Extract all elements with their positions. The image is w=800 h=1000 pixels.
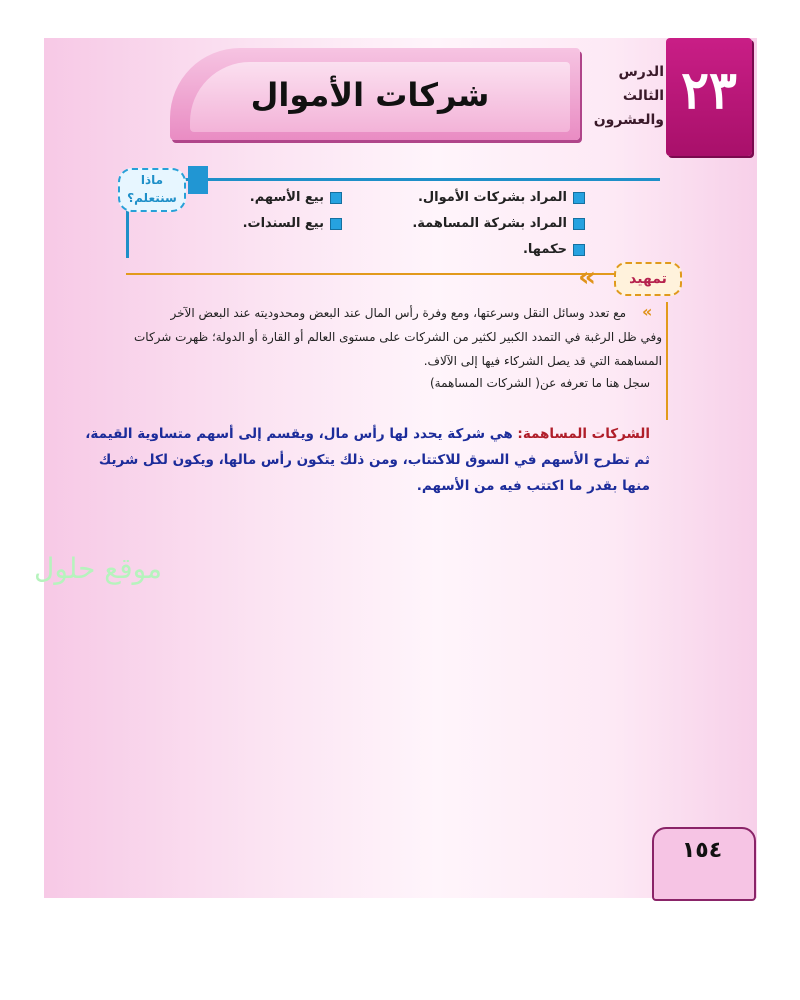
intro-side-border: [666, 302, 668, 420]
lesson-number: ٢٣: [681, 60, 737, 121]
bullet-square-icon: [573, 244, 585, 256]
objective-item: المراد بشركات الأموال.: [418, 190, 585, 205]
watermark: موقع حلول: [34, 552, 163, 585]
small-chevron-icon: «: [642, 302, 653, 321]
definition-line1: الشركات المساهمة: هي شركة يحدد لها رأس مال، ويقسم إلى أسهم متساوية القيمة،: [85, 426, 650, 442]
definition-term: الشركات المساهمة:: [517, 426, 650, 442]
objectives-flag-icon: [188, 166, 208, 194]
lesson-title: شركات الأموال: [250, 76, 490, 114]
double-chevron-icon: «: [578, 260, 597, 293]
definition-line2: ثم تطرح الأسهم في السوق للاكتتاب، ومن ذلك يتكون رأس مالها، ويكون لكل شريك: [98, 452, 650, 468]
intro-line4: سجل هنا ما تعرفه عن( الشركات المساهمة): [429, 376, 650, 390]
bullet-square-icon: [330, 192, 342, 204]
intro-tag: تمهيد: [614, 262, 682, 296]
what-will-we-learn-bubble: [118, 168, 186, 212]
lesson-label-line1: الدرس: [618, 64, 664, 80]
lesson-label-line2: الثالث: [622, 88, 664, 104]
page-background: [44, 38, 757, 898]
lesson-number-badge: [666, 38, 752, 156]
objective-item: المراد بشركة المساهمة.: [412, 216, 585, 231]
bubble-line1: ماذا: [140, 173, 164, 187]
bubble-line2: سنتعلم؟: [127, 191, 177, 205]
bullet-square-icon: [573, 192, 585, 204]
bullet-square-icon: [573, 218, 585, 230]
intro-line1: مع تعدد وسائل النقل وسرعتها، ومع وفرة رأس المال عند البعض ومحدوديته عند البعض الآخر: [170, 306, 626, 320]
intro-line2: وفي ظل الرغبة في التمدد الكبير لكثير من الشركات على مستوى العالم أو القارة أو الدولة؛ ظهرت شركات: [133, 330, 662, 344]
bullet-square-icon: [330, 218, 342, 230]
lesson-label-line3: والعشرون: [593, 112, 664, 128]
objective-item: بيع الأسهم.: [250, 190, 342, 205]
objective-item: بيع السندات.: [243, 216, 342, 231]
objective-item: حكمها.: [523, 242, 585, 257]
page-number: ١٥٤: [681, 838, 723, 863]
definition-line3: منها بقدر ما اكتتب فيه من الأسهم.: [416, 478, 650, 494]
intro-line3: المساهمة التي قد يصل الشركاء فيها إلى الآلاف.: [423, 354, 662, 368]
